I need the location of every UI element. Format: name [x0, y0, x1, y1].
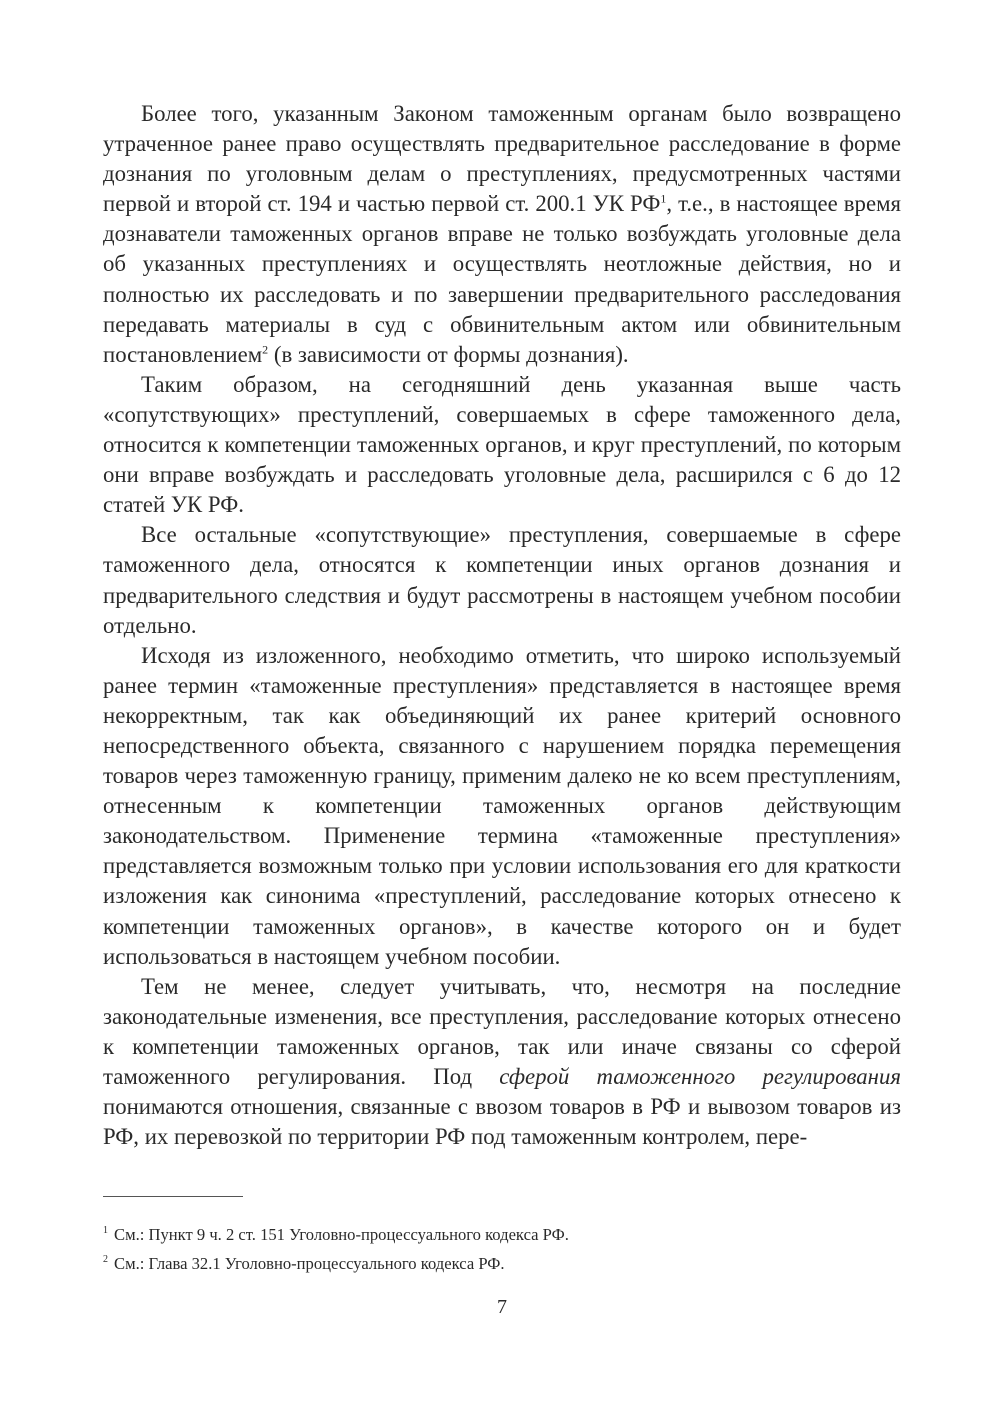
footnote-1 [103, 1222, 901, 1247]
footnote-divider [103, 1196, 243, 1197]
paragraph-5-text-a: Тем не менее, следует учитывать, что, несмотря на последние законодательные изменения, все преступления, расследование которых отнесено к компетенции таможенных органов, так или иначе связаны со сферой таможенного регулирования. Под [103, 973, 901, 1089]
footnote-2 [103, 1251, 901, 1276]
paragraph-2: Таким образом, на сегодняшний день указанная выше часть «сопутствующих» преступлений, совершаемых в сфере таможенного дела, относится к компетенции таможенных органов, и круг преступлений, по которым они вправе возбуждать и расследовать уголовные дела, расширился с 6 до 12 статей УК РФ. [103, 371, 901, 518]
paragraph-4: Исходя из изложенного, необходимо отметить, что широко используемый ранее термин «таможенные преступления» представляется в настоящее время некорректным, так как объединяющий их ранее критерий основного непосредственного объекта, связанного с нарушением порядка перемещения товаров через таможенную границу, применим далеко не ко всем преступлениям, отнесенным к компетенции таможенных органов действующим законодательством. Применение термина «таможенные преступления» представляется возможным только при условии использования его для краткости изложения как синонима «преступлений, расследование которых отнесено к компетенции таможенных органов», в качестве которого он и будет использоваться в настоящем учебном пособии. [103, 642, 901, 969]
footnote-ref-2: 2 [262, 342, 269, 357]
paragraph-5 [103, 972, 901, 1153]
footnote-ref-1: 1 [660, 191, 667, 206]
paragraph-1-text-b: , т.е., в настоящее время дознаватели таможенных органов вправе не только возбуждать уголовные дела об указанных преступлениях и осуществлять неотложные действия, но и полностью их расследовать и по завершении предварительного расследования передавать материалы в суд с обвинительным актом или обвинительным постановлением [103, 191, 901, 367]
paragraph-5-italic-term: сферой таможенного регулирования [499, 1064, 901, 1089]
paragraph-1-text-c: (в зависимости от формы дознания). [268, 341, 629, 367]
footnote-2-text: См.: Глава 32.1 Уголовно-процессуального кодекса РФ. [114, 1254, 505, 1273]
paragraph-1 [103, 99, 901, 370]
paragraph-3: Все остальные «сопутствующие» преступления, совершаемые в сфере таможенного дела, относятся к компетенции иных органов дознания и предварительного следствия и будут рассмотрены в настоящем учебном пособии отдельно. [103, 522, 901, 638]
footnote-2-number: 2 [103, 1254, 108, 1266]
footnotes [103, 1222, 901, 1280]
footnote-1-number: 1 [103, 1225, 108, 1237]
paragraph-1-text-a: Более того, указанным Законом таможенным органам было возвращено утраченное ранее право осуществлять предварительное расследование в форме дознания по уголовным делам о преступлениях, предусмотренных частями первой и второй ст. 194 и частью первой ст. 200.1 УК РФ [103, 101, 901, 217]
page-body [103, 99, 901, 1152]
page-number: 7 [497, 1296, 507, 1318]
footnote-1-text: См.: Пункт 9 ч. 2 ст. 151 Уголовно-процессуального кодекса РФ. [114, 1225, 569, 1244]
paragraph-5-text-b: понимаются отношения, связанные с ввозом товаров в РФ и вывозом товаров из РФ, их перевозкой по территории РФ под таможенным контролем, пере- [103, 1094, 901, 1150]
